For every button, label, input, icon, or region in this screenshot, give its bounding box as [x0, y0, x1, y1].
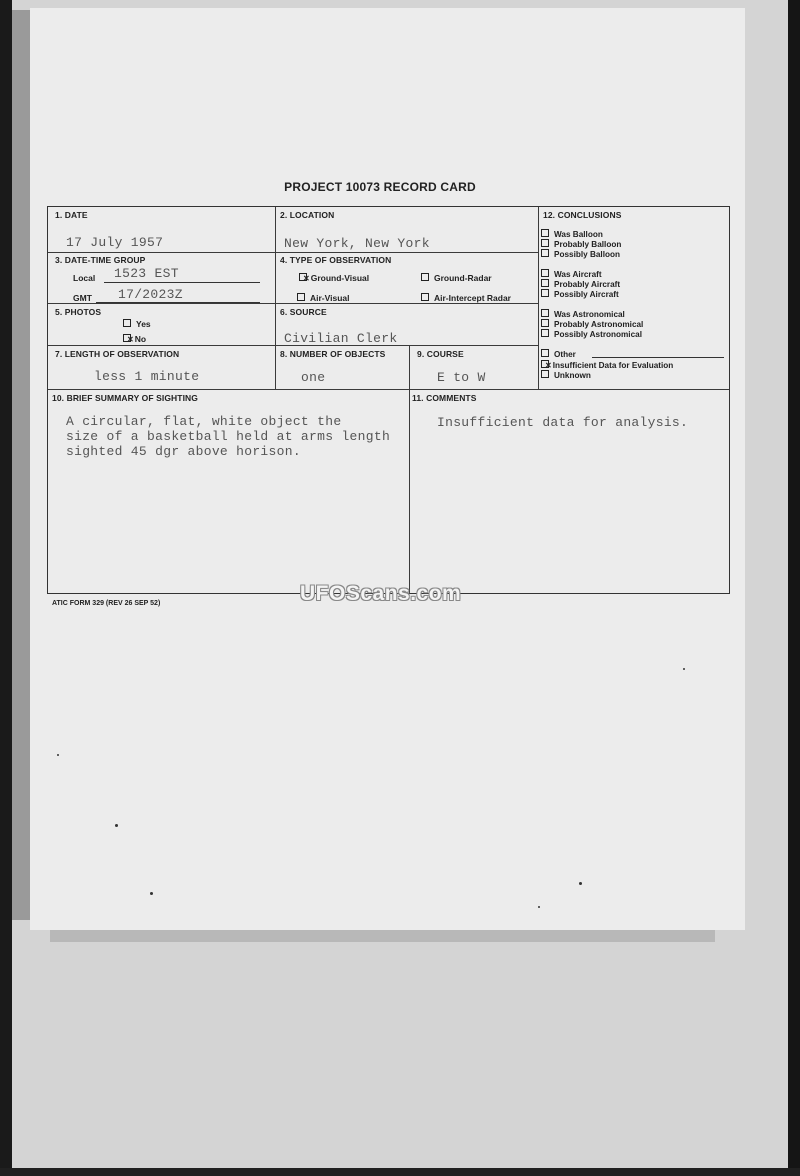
checkbox [541, 289, 549, 297]
observation-type-label: 4. TYPE OF OBSERVATION [280, 255, 392, 265]
course-value: E to W [437, 370, 486, 385]
summary-line: sighted 45 dgr above horison. [66, 444, 301, 459]
paper-shadow-bottom [50, 930, 715, 942]
air-visual-option: Air-Visual [297, 293, 350, 303]
form-number: ATIC FORM 329 (REV 26 SEP 52) [52, 600, 161, 607]
conclusion-option: Probably Balloon [541, 239, 621, 250]
source-label: 6. SOURCE [280, 307, 327, 317]
scan-border-right [788, 0, 800, 1176]
local-time-label: Local [73, 273, 96, 283]
comments-value: Insufficient data for analysis. [437, 415, 689, 430]
date-label: 1. DATE [55, 210, 88, 220]
scan-speck [683, 668, 685, 670]
photos-label: 5. PHOTOS [55, 307, 102, 317]
checkbox [541, 269, 549, 277]
conclusion-option: Unknown [541, 370, 591, 381]
conclusion-option-insufficient-data: ✕Insufficient Data for Evaluation [541, 360, 673, 371]
scan-speck [57, 754, 59, 756]
course-label: 9. COURSE [417, 349, 464, 359]
photos-yes-option: Yes [123, 319, 151, 329]
comments-label: 11. COMMENTS [412, 393, 477, 403]
checkbox [541, 309, 549, 317]
paper-shadow-left [12, 10, 32, 920]
air-intercept-radar-option: Air-Intercept Radar [421, 293, 511, 303]
gmt-time-label: GMT [73, 293, 92, 303]
conclusion-option: Possibly Astronomical [541, 329, 642, 340]
number-of-objects-value: one [301, 370, 326, 385]
grid-divider [538, 207, 539, 390]
summary-label: 10. BRIEF SUMMARY OF SIGHTING [52, 393, 198, 403]
observation-length-value: less 1 minute [94, 369, 200, 384]
conclusions-label: 12. CONCLUSIONS [543, 210, 622, 220]
checkbox [421, 273, 429, 281]
checkbox [541, 329, 549, 337]
checkbox [297, 293, 305, 301]
grid-divider [275, 207, 276, 389]
summary-line: size of a basketball held at arms length [66, 429, 391, 444]
check-mark-icon: ✕ [303, 274, 310, 283]
local-time-underline [104, 282, 260, 283]
grid-divider [48, 252, 538, 253]
ground-visual-option: ✕Ground-Visual [299, 273, 369, 283]
check-mark-icon: ✕ [545, 361, 552, 370]
check-mark-icon: ✕ [127, 335, 134, 344]
checkbox [541, 349, 549, 357]
grid-divider [48, 303, 538, 304]
scan-speck [579, 882, 582, 885]
checkbox [541, 249, 549, 257]
location-value: New York, New York [284, 236, 430, 251]
checkbox [541, 370, 549, 378]
conclusion-option: Was Aircraft [541, 269, 602, 280]
conclusion-option: Was Balloon [541, 229, 603, 240]
watermark: UFOScans.com [300, 582, 462, 605]
checkbox [541, 239, 549, 247]
date-value: 17 July 1957 [66, 235, 164, 250]
grid-divider [409, 345, 410, 594]
conclusion-option: Probably Aircraft [541, 279, 620, 290]
conclusion-option: Possibly Aircraft [541, 289, 619, 300]
location-label: 2. LOCATION [280, 210, 335, 220]
conclusion-option: Probably Astronomical [541, 319, 643, 330]
checkbox [123, 319, 131, 327]
summary-line: A circular, flat, white object the [66, 414, 342, 429]
ground-radar-option: Ground-Radar [421, 273, 492, 283]
local-time-value: 1523 EST [114, 266, 179, 281]
conclusion-option: Possibly Balloon [541, 249, 620, 260]
scan-border-bottom [0, 1168, 800, 1176]
other-underline [592, 357, 724, 358]
source-value: Civilian Clerk [284, 331, 398, 346]
scan-speck [538, 906, 540, 908]
scan-speck [115, 824, 118, 827]
checkbox [541, 279, 549, 287]
scan-speck [150, 892, 153, 895]
number-of-objects-label: 8. NUMBER OF OBJECTS [280, 349, 386, 359]
checkbox [421, 293, 429, 301]
photos-no-option: ✕No [123, 334, 146, 344]
date-time-group-label: 3. DATE-TIME GROUP [55, 255, 146, 265]
grid-divider [48, 389, 729, 390]
observation-length-label: 7. LENGTH OF OBSERVATION [55, 349, 180, 359]
conclusion-option: Was Astronomical [541, 309, 625, 320]
checkbox [541, 229, 549, 237]
card-title: PROJECT 10073 RECORD CARD [284, 180, 476, 194]
conclusion-option-other: Other [541, 349, 576, 360]
scan-border-left [0, 0, 12, 1176]
gmt-time-underline [96, 302, 260, 303]
checkbox [541, 319, 549, 327]
gmt-time-value: 17/2023Z [118, 287, 183, 302]
